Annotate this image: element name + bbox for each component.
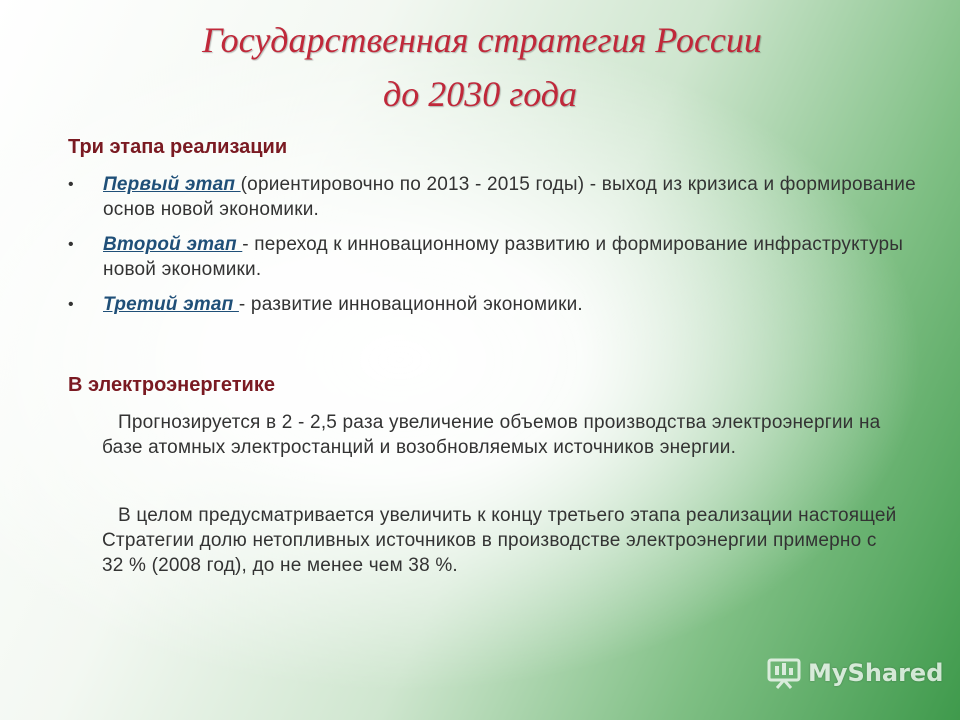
- bullet-icon: •: [68, 176, 74, 193]
- watermark-text: MyShared: [808, 659, 944, 687]
- watermark: [766, 656, 943, 690]
- energy-heading: В электроэнергетике: [68, 374, 275, 396]
- list-item: [68, 172, 928, 222]
- energy-paragraph-2-text: В целом предусматривается увеличить к концу третьего этапа реализации настоящей Стратегии долю нетопливных источников в производстве электроэнергии примерно с 32 % (2008 год), до не менее чем 38 %.: [102, 505, 897, 576]
- bullet-icon: •: [68, 296, 74, 313]
- stages-heading: Три этапа реализации: [68, 136, 288, 158]
- stages-list: [68, 172, 928, 327]
- stage-term: Второй этап: [103, 234, 243, 255]
- stage-text: (ориентировочно по 2013 - 2015 годы) - выход из кризиса и формирование основ новой экономики.: [103, 174, 916, 220]
- slide-title-line-2: до 2030 года: [383, 74, 577, 114]
- stage-text: - переход к инновационному развитию и формирование инфраструктуры новой экономики.: [103, 234, 904, 280]
- list-item: [68, 232, 928, 282]
- energy-paragraph-1: [102, 410, 902, 460]
- list-item: [68, 292, 928, 317]
- slide-title-line-1: Государственная стратегия России: [202, 20, 762, 60]
- bullet-icon: •: [68, 236, 74, 253]
- stage-term: Третий этап: [103, 294, 239, 315]
- stage-term: Первый этап: [103, 174, 241, 195]
- energy-paragraph-1-text: Прогнозируется в 2 - 2,5 раза увеличение объемов производства электроэнергии на базе атомных электростанций и возобновляемых источников энергии.: [102, 412, 881, 458]
- energy-paragraph-2: [102, 503, 902, 578]
- stage-text: - развитие инновационной экономики.: [238, 294, 583, 315]
- presentation-board-icon: [766, 657, 802, 689]
